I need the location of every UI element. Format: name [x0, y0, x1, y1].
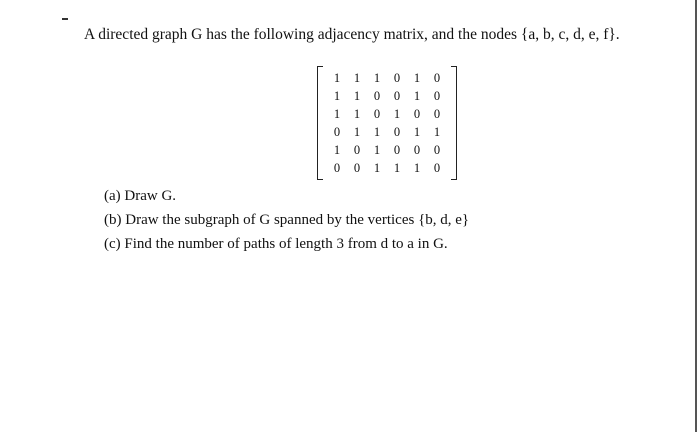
matrix-cell: 1 [433, 125, 441, 139]
matrix-cell: 0 [393, 125, 401, 139]
scan-mark [62, 18, 68, 20]
matrix-cell: 1 [373, 161, 381, 175]
matrix-cell: 1 [333, 143, 341, 157]
matrix-cell: 1 [413, 89, 421, 103]
matrix-cell: 0 [433, 161, 441, 175]
matrix-left-bracket [317, 66, 323, 180]
matrix-cell: 1 [333, 89, 341, 103]
matrix-cell: 1 [353, 71, 361, 85]
matrix-cell: 1 [413, 71, 421, 85]
matrix-cell: 1 [373, 125, 381, 139]
matrix-cell: 1 [333, 71, 341, 85]
matrix-right-bracket [451, 66, 457, 180]
matrix-cell: 0 [353, 161, 361, 175]
matrix-cell: 1 [373, 143, 381, 157]
matrix-cell: 0 [393, 71, 401, 85]
matrix-cell: 1 [413, 161, 421, 175]
matrix-cell: 1 [333, 107, 341, 121]
matrix-cell: 1 [393, 161, 401, 175]
matrix-cell: 0 [433, 143, 441, 157]
matrix-cell: 0 [353, 143, 361, 157]
matrix-cell: 0 [333, 161, 341, 175]
matrix-cell: 0 [433, 71, 441, 85]
page-edge-line [695, 0, 697, 432]
matrix-cell: 1 [413, 125, 421, 139]
matrix-cell: 1 [353, 125, 361, 139]
matrix-grid [327, 69, 447, 177]
matrix-cell: 0 [333, 125, 341, 139]
matrix-cell: 0 [413, 143, 421, 157]
question-c: (c) Find the number of paths of length 3 from d to a in G. [104, 236, 448, 252]
problem-statement: A directed graph G has the following adjacency matrix, and the nodes {a, b, c, d, e, f}. [84, 26, 620, 43]
adjacency-matrix [317, 66, 457, 178]
matrix-cell: 0 [413, 107, 421, 121]
matrix-cell: 0 [373, 107, 381, 121]
matrix-cell: 1 [373, 71, 381, 85]
matrix-cell: 0 [393, 143, 401, 157]
question-a: (a) Draw G. [104, 188, 177, 204]
question-list [104, 186, 469, 258]
matrix-cell: 0 [393, 89, 401, 103]
question-b: (b) Draw the subgraph of G spanned by the vertices {b, d, e} [104, 212, 470, 228]
matrix-cell: 1 [393, 107, 401, 121]
matrix-cell: 1 [353, 107, 361, 121]
matrix-cell: 0 [433, 107, 441, 121]
matrix-cell: 1 [353, 89, 361, 103]
matrix-cell: 0 [373, 89, 381, 103]
matrix-cell: 0 [433, 89, 441, 103]
